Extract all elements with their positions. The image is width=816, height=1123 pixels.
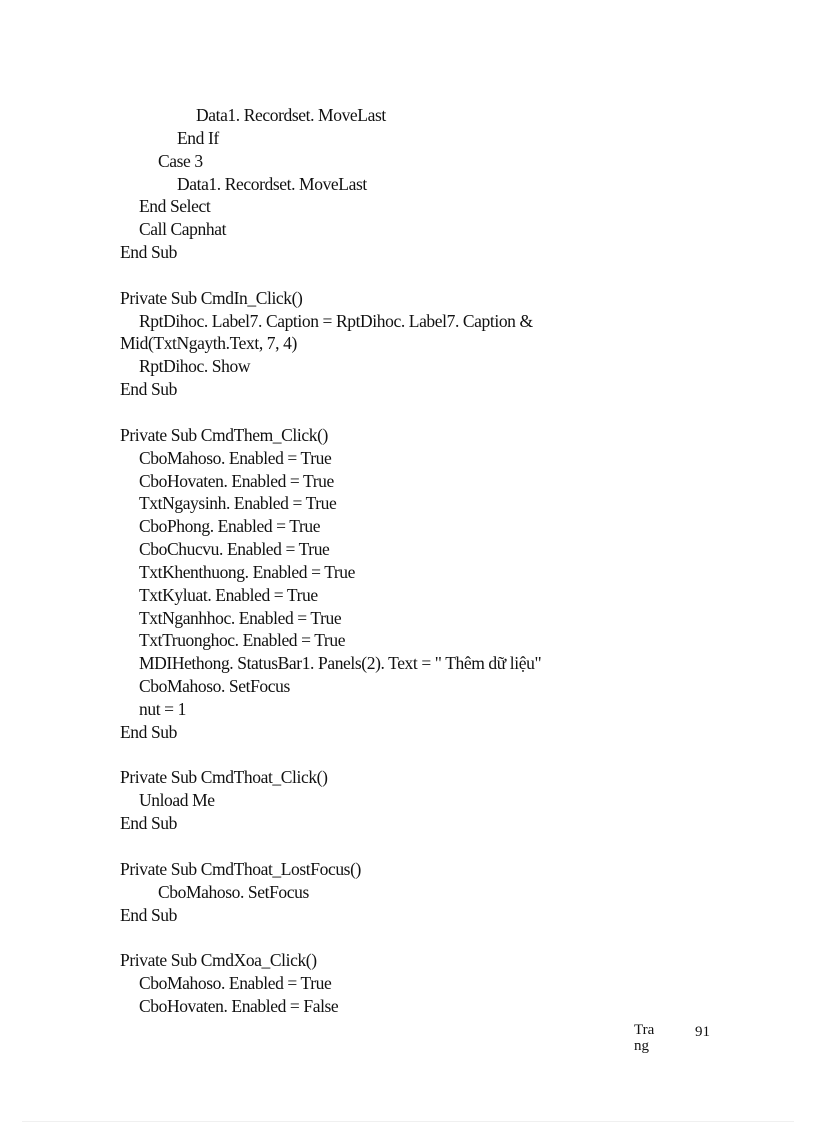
blank-line bbox=[120, 744, 541, 767]
code-line: Private Sub CmdThem_Click() bbox=[120, 424, 328, 445]
code-line: TxtNgaysinh. Enabled = True bbox=[139, 493, 337, 514]
code-line: TxtKyluat. Enabled = True bbox=[139, 584, 318, 605]
code-line: End Sub bbox=[120, 242, 177, 263]
code-listing bbox=[120, 104, 541, 1018]
code-line: Case 3 bbox=[158, 150, 203, 171]
code-line: CboHovaten. Enabled = False bbox=[139, 995, 339, 1016]
page-number: 91 bbox=[695, 1024, 710, 1040]
code-line: Private Sub CmdXoa_Click() bbox=[120, 950, 317, 971]
code-line: RptDihoc. Show bbox=[139, 356, 251, 377]
blank-line bbox=[120, 401, 541, 424]
code-line: End Sub bbox=[120, 379, 177, 400]
code-line: MDIHethong. StatusBar1. Panels(2). Text = " Thêm dữ liệu" bbox=[139, 653, 542, 674]
code-line: End Sub bbox=[120, 813, 177, 834]
footer-page-label: Trang bbox=[634, 1022, 655, 1054]
code-line: CboMahoso. Enabled = True bbox=[139, 973, 332, 994]
code-line: Unload Me bbox=[139, 790, 215, 811]
code-line: TxtNganhhoc. Enabled = True bbox=[139, 607, 342, 628]
code-line: Data1. Recordset. MoveLast bbox=[196, 105, 386, 125]
blank-line bbox=[120, 835, 541, 858]
code-line: CboHovaten. Enabled = True bbox=[139, 470, 334, 491]
code-line: TxtKhenthuong. Enabled = True bbox=[139, 561, 356, 582]
code-line: RptDihoc. Label7. Caption = RptDihoc. Label7. Caption & bbox=[139, 310, 533, 331]
code-line: Call Capnhat bbox=[139, 219, 227, 240]
code-line: Data1. Recordset. MoveLast bbox=[177, 173, 367, 194]
code-line: CboMahoso. Enabled = True bbox=[139, 447, 332, 468]
code-line: TxtTruonghoc. Enabled = True bbox=[139, 630, 346, 651]
code-line: nut = 1 bbox=[139, 698, 186, 719]
blank-line bbox=[120, 926, 541, 949]
code-line: Private Sub CmdThoat_Click() bbox=[120, 767, 328, 788]
code-line: End If bbox=[177, 127, 219, 148]
code-line: Private Sub CmdThoat_LostFocus() bbox=[120, 858, 361, 879]
code-line: End Sub bbox=[120, 904, 177, 925]
code-line: CboMahoso. SetFocus bbox=[158, 881, 309, 902]
code-line: CboMahoso. SetFocus bbox=[139, 676, 290, 697]
code-line: CboPhong. Enabled = True bbox=[139, 516, 321, 537]
blank-line bbox=[120, 264, 541, 287]
code-line: Mid(TxtNgayth.Text, 7, 4) bbox=[120, 333, 297, 354]
code-line: CboChucvu. Enabled = True bbox=[139, 539, 330, 560]
page-bottom-edge bbox=[22, 1121, 794, 1122]
code-line: Private Sub CmdIn_Click() bbox=[120, 287, 303, 308]
code-line: End Select bbox=[139, 196, 211, 217]
code-line: End Sub bbox=[120, 721, 177, 742]
